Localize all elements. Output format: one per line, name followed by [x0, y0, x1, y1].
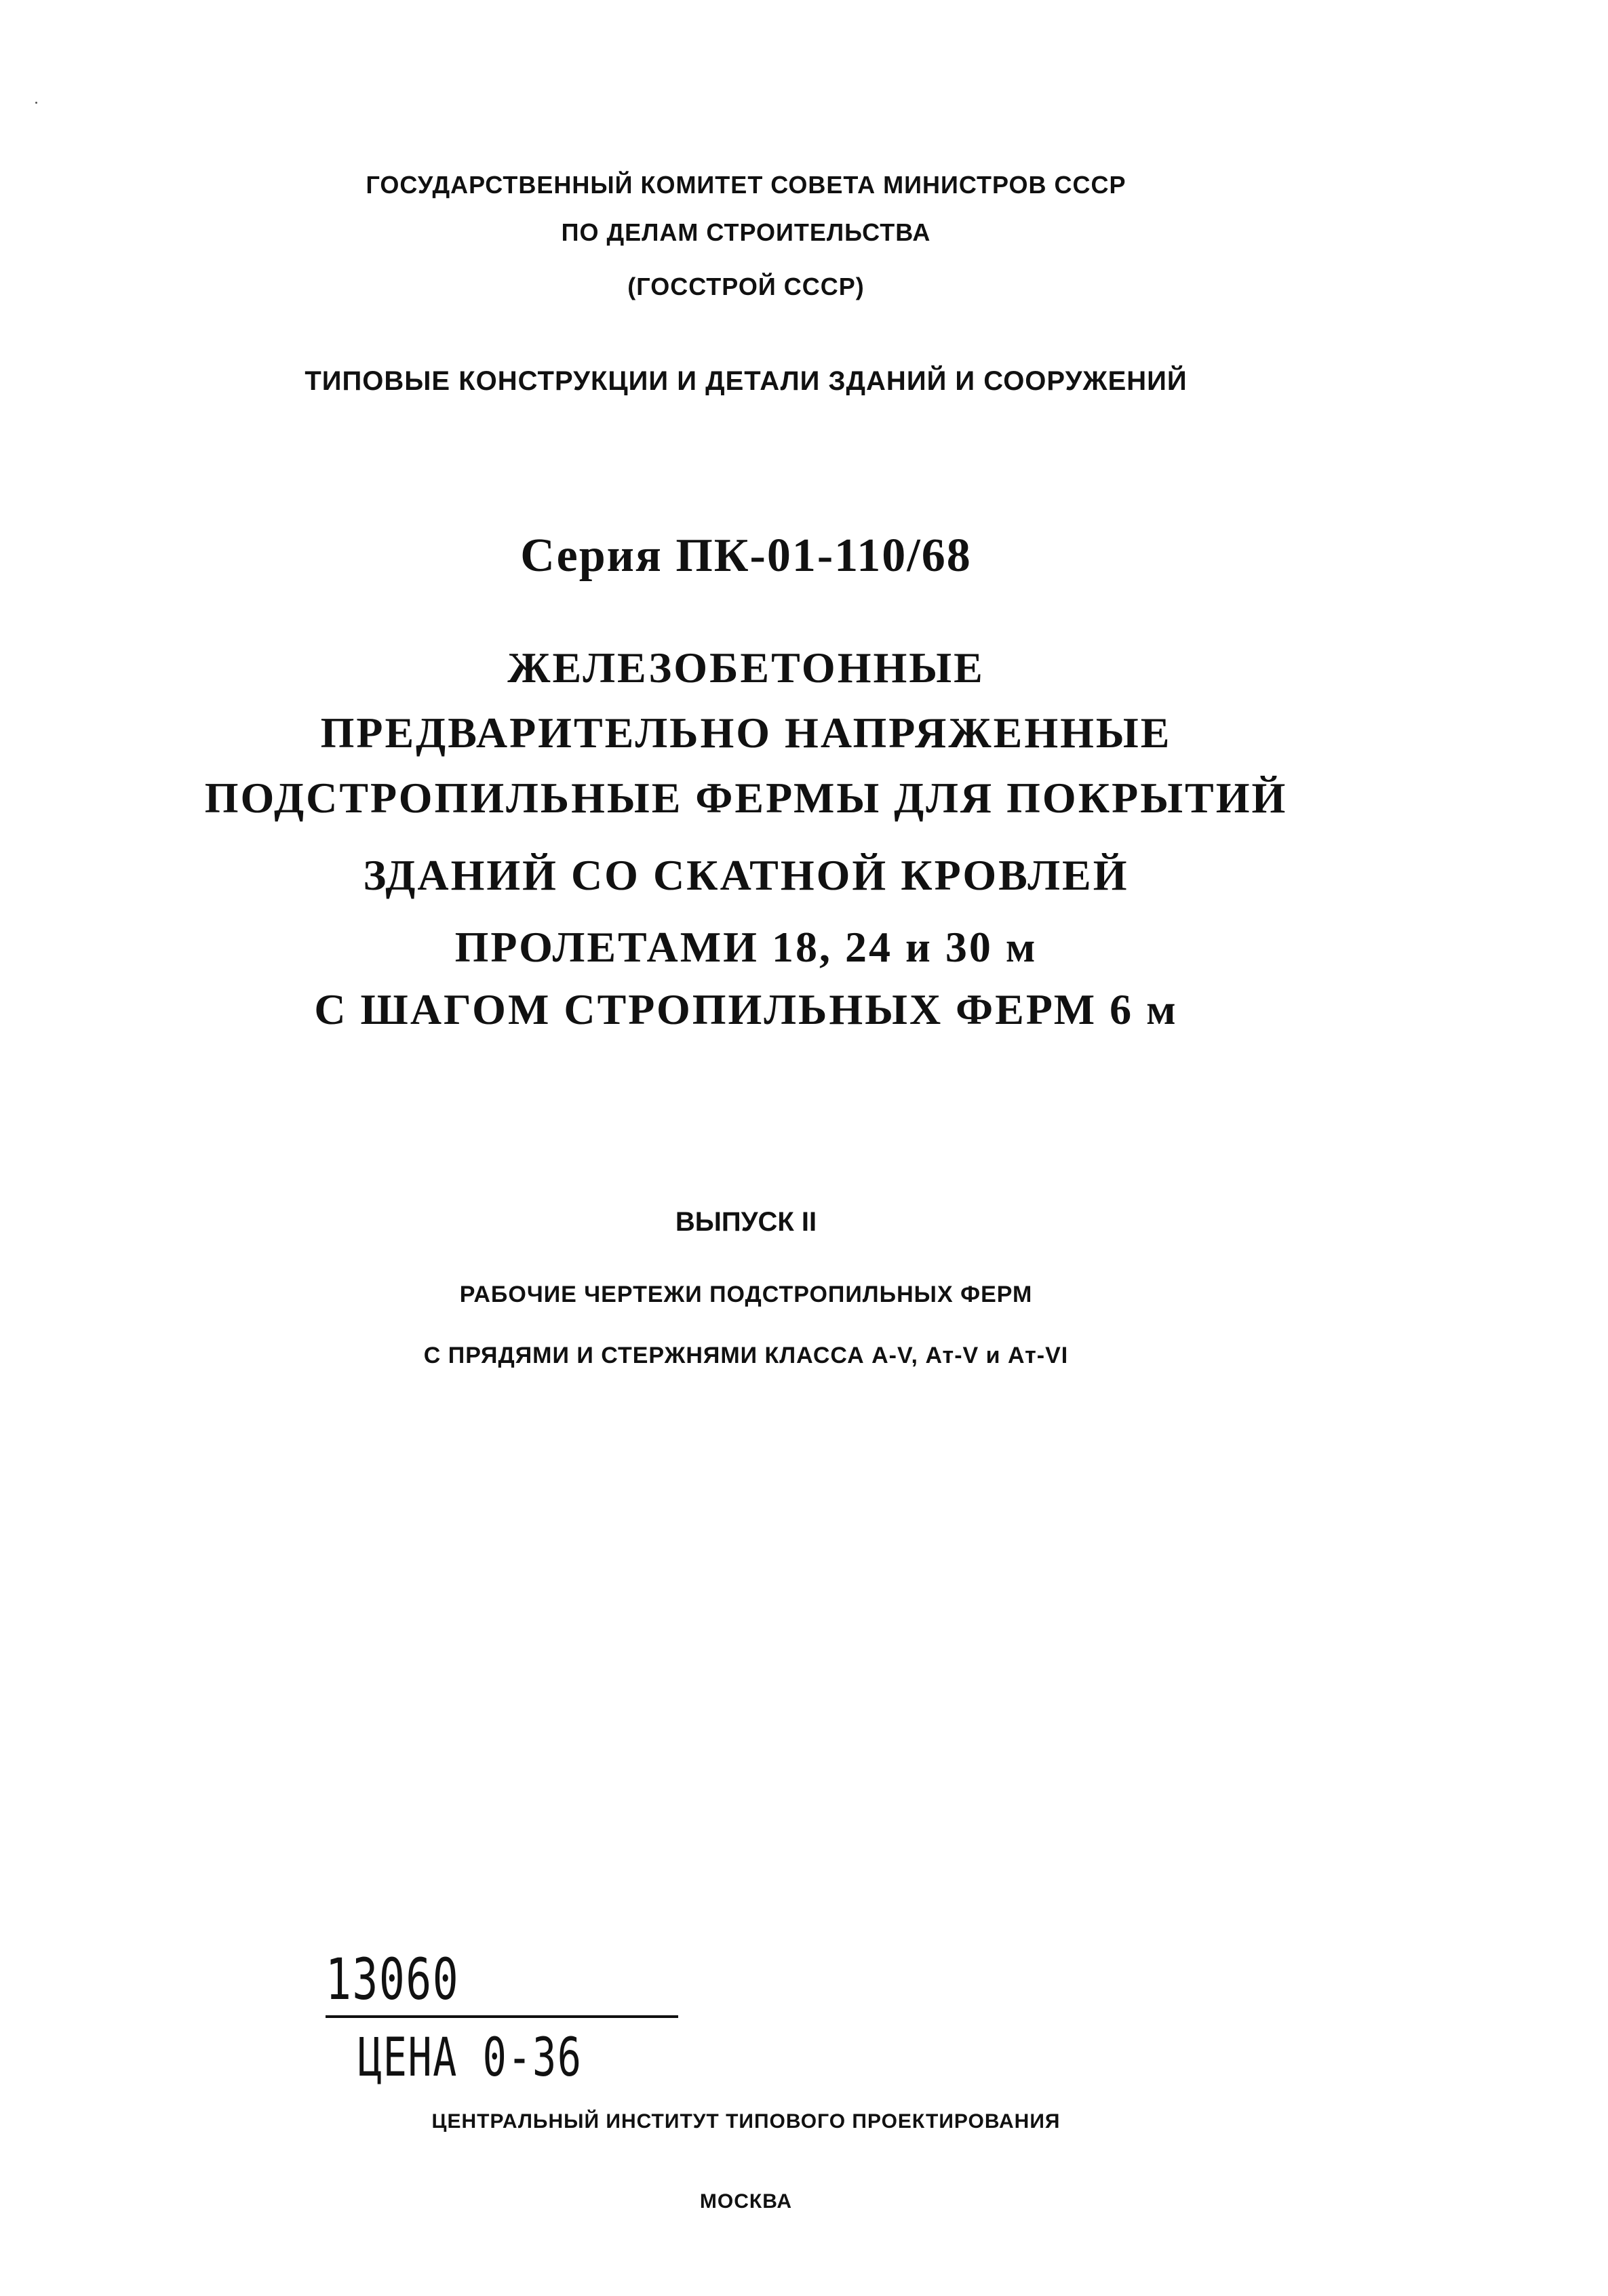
- committee-line-2: ПО ДЕЛАМ СТРОИТЕЛЬСТВА: [561, 218, 931, 246]
- committee-line-3: (ГОССТРОЙ СССР): [627, 273, 865, 300]
- title-line-6: С ШАГОМ СТРОПИЛЬНЫХ ФЕРМ 6 м: [314, 985, 1178, 1033]
- price-stamp: ЦЕНА 0-36: [358, 2027, 583, 2089]
- series-title: Серия ПК-01-110/68: [520, 530, 972, 582]
- collection-title: ТИПОВЫЕ КОНСТРУКЦИИ И ДЕТАЛИ ЗДАНИЙ И СООРУЖЕНИЙ: [305, 366, 1188, 396]
- stamp-underline: [326, 2015, 678, 2018]
- issue-label: ВЫПУСК II: [675, 1207, 817, 1237]
- catalog-number-stamp: 13060: [326, 1946, 460, 2013]
- title-line-3: ПОДСТРОПИЛЬНЫЕ ФЕРМЫ ДЛЯ ПОКРЫТИЙ: [204, 774, 1288, 822]
- scan-speck: [35, 102, 37, 104]
- title-line-1: ЖЕЛЕЗОБЕТОННЫЕ: [507, 644, 985, 692]
- publisher-city: МОСКВА: [699, 2190, 793, 2213]
- issue-description-line-1: РАБОЧИЕ ЧЕРТЕЖИ ПОДСТРОПИЛЬНЫХ ФЕРМ: [459, 1282, 1033, 1307]
- publisher-name: ЦЕНТРАЛЬНЫЙ ИНСТИТУТ ТИПОВОГО ПРОЕКТИРОВАНИЯ: [431, 2110, 1061, 2133]
- title-line-4: ЗДАНИЙ СО СКАТНОЙ КРОВЛЕЙ: [363, 851, 1129, 899]
- committee-line-1: ГОСУДАРСТВЕННЫЙ КОМИТЕТ СОВЕТА МИНИСТРОВ СССР: [366, 171, 1126, 199]
- issue-description-line-2: С ПРЯДЯМИ И СТЕРЖНЯМИ КЛАССА А-V, Ат-V и Ат-VI: [423, 1343, 1069, 1368]
- title-line-2: ПРЕДВАРИТЕЛЬНО НАПРЯЖЕННЫЕ: [320, 709, 1172, 757]
- title-line-5: ПРОЛЕТАМИ 18, 24 и 30 м: [454, 923, 1038, 971]
